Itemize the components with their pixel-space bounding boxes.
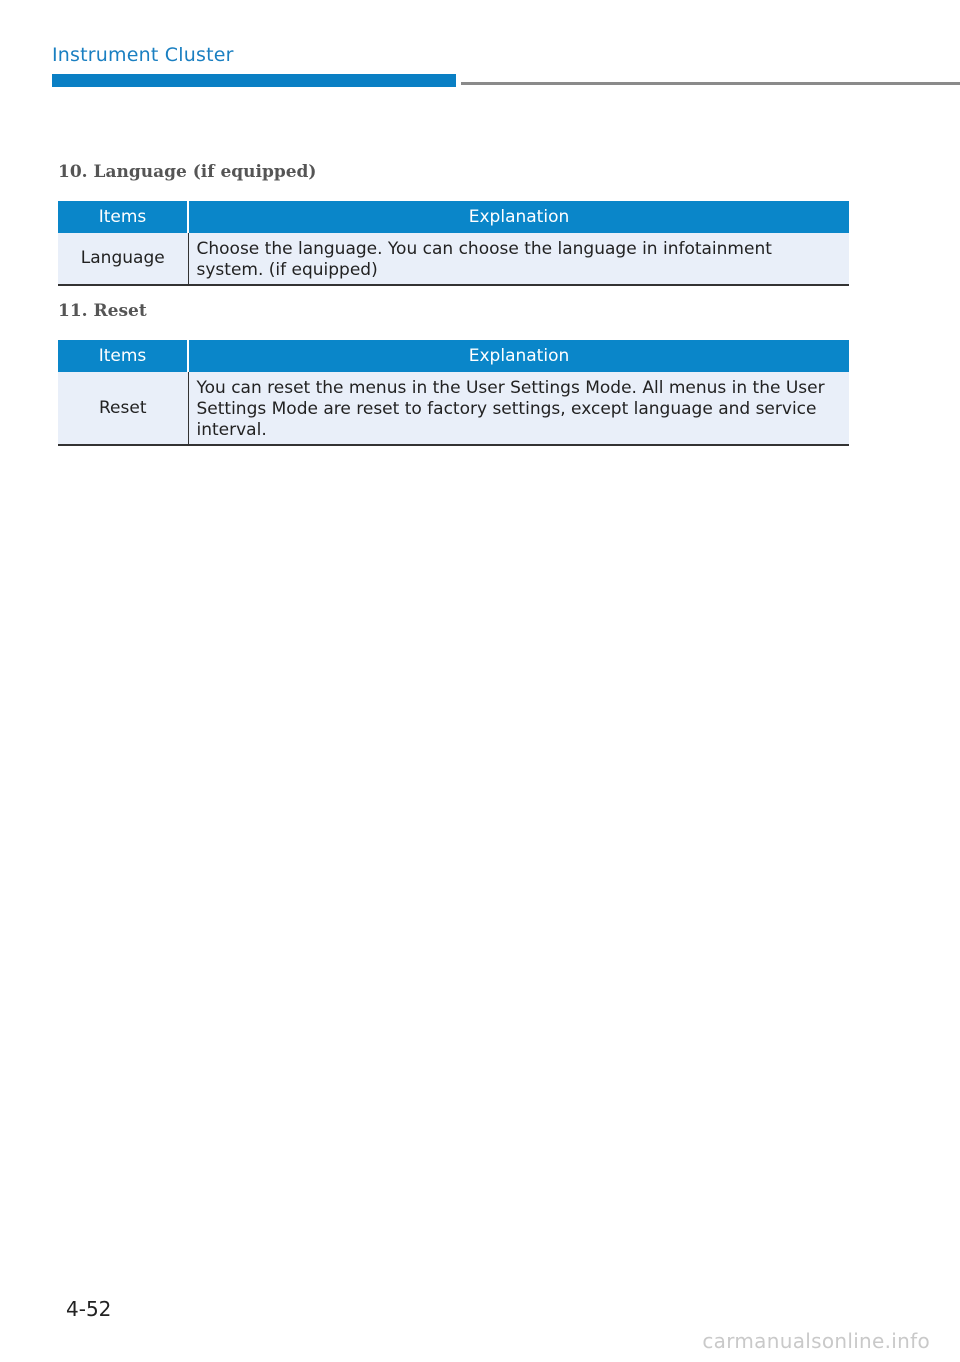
header-rule-thin: [461, 82, 960, 85]
chapter-title: Instrument Cluster: [52, 44, 234, 66]
table-row: [58, 372, 849, 445]
table-header-row: [58, 340, 849, 372]
watermark: carmanualsonline.info: [702, 1329, 930, 1353]
section-heading-reset: 11. Reset: [58, 301, 147, 321]
table-row: [58, 233, 849, 285]
column-header-explanation: Explanation: [188, 201, 849, 233]
page-number: 4-52: [66, 1297, 112, 1321]
table-cell-item: Reset: [58, 372, 188, 445]
table-cell-explanation: You can reset the menus in the User Settings Mode. All menus in the User Settings Mode are reset to factory settings, except language and service interval.: [188, 372, 849, 445]
header-rule-accent: [52, 74, 456, 87]
column-header-explanation: Explanation: [188, 340, 849, 372]
table-header-row: [58, 201, 849, 233]
reset-table: [58, 340, 849, 446]
table-cell-item: Language: [58, 233, 188, 285]
section-heading-language: 10. Language (if equipped): [58, 162, 317, 182]
table-cell-explanation: Choose the language. You can choose the language in infotainment system. (if equipped): [188, 233, 849, 285]
language-table: [58, 201, 849, 286]
column-header-items: Items: [58, 340, 188, 372]
column-header-items: Items: [58, 201, 188, 233]
